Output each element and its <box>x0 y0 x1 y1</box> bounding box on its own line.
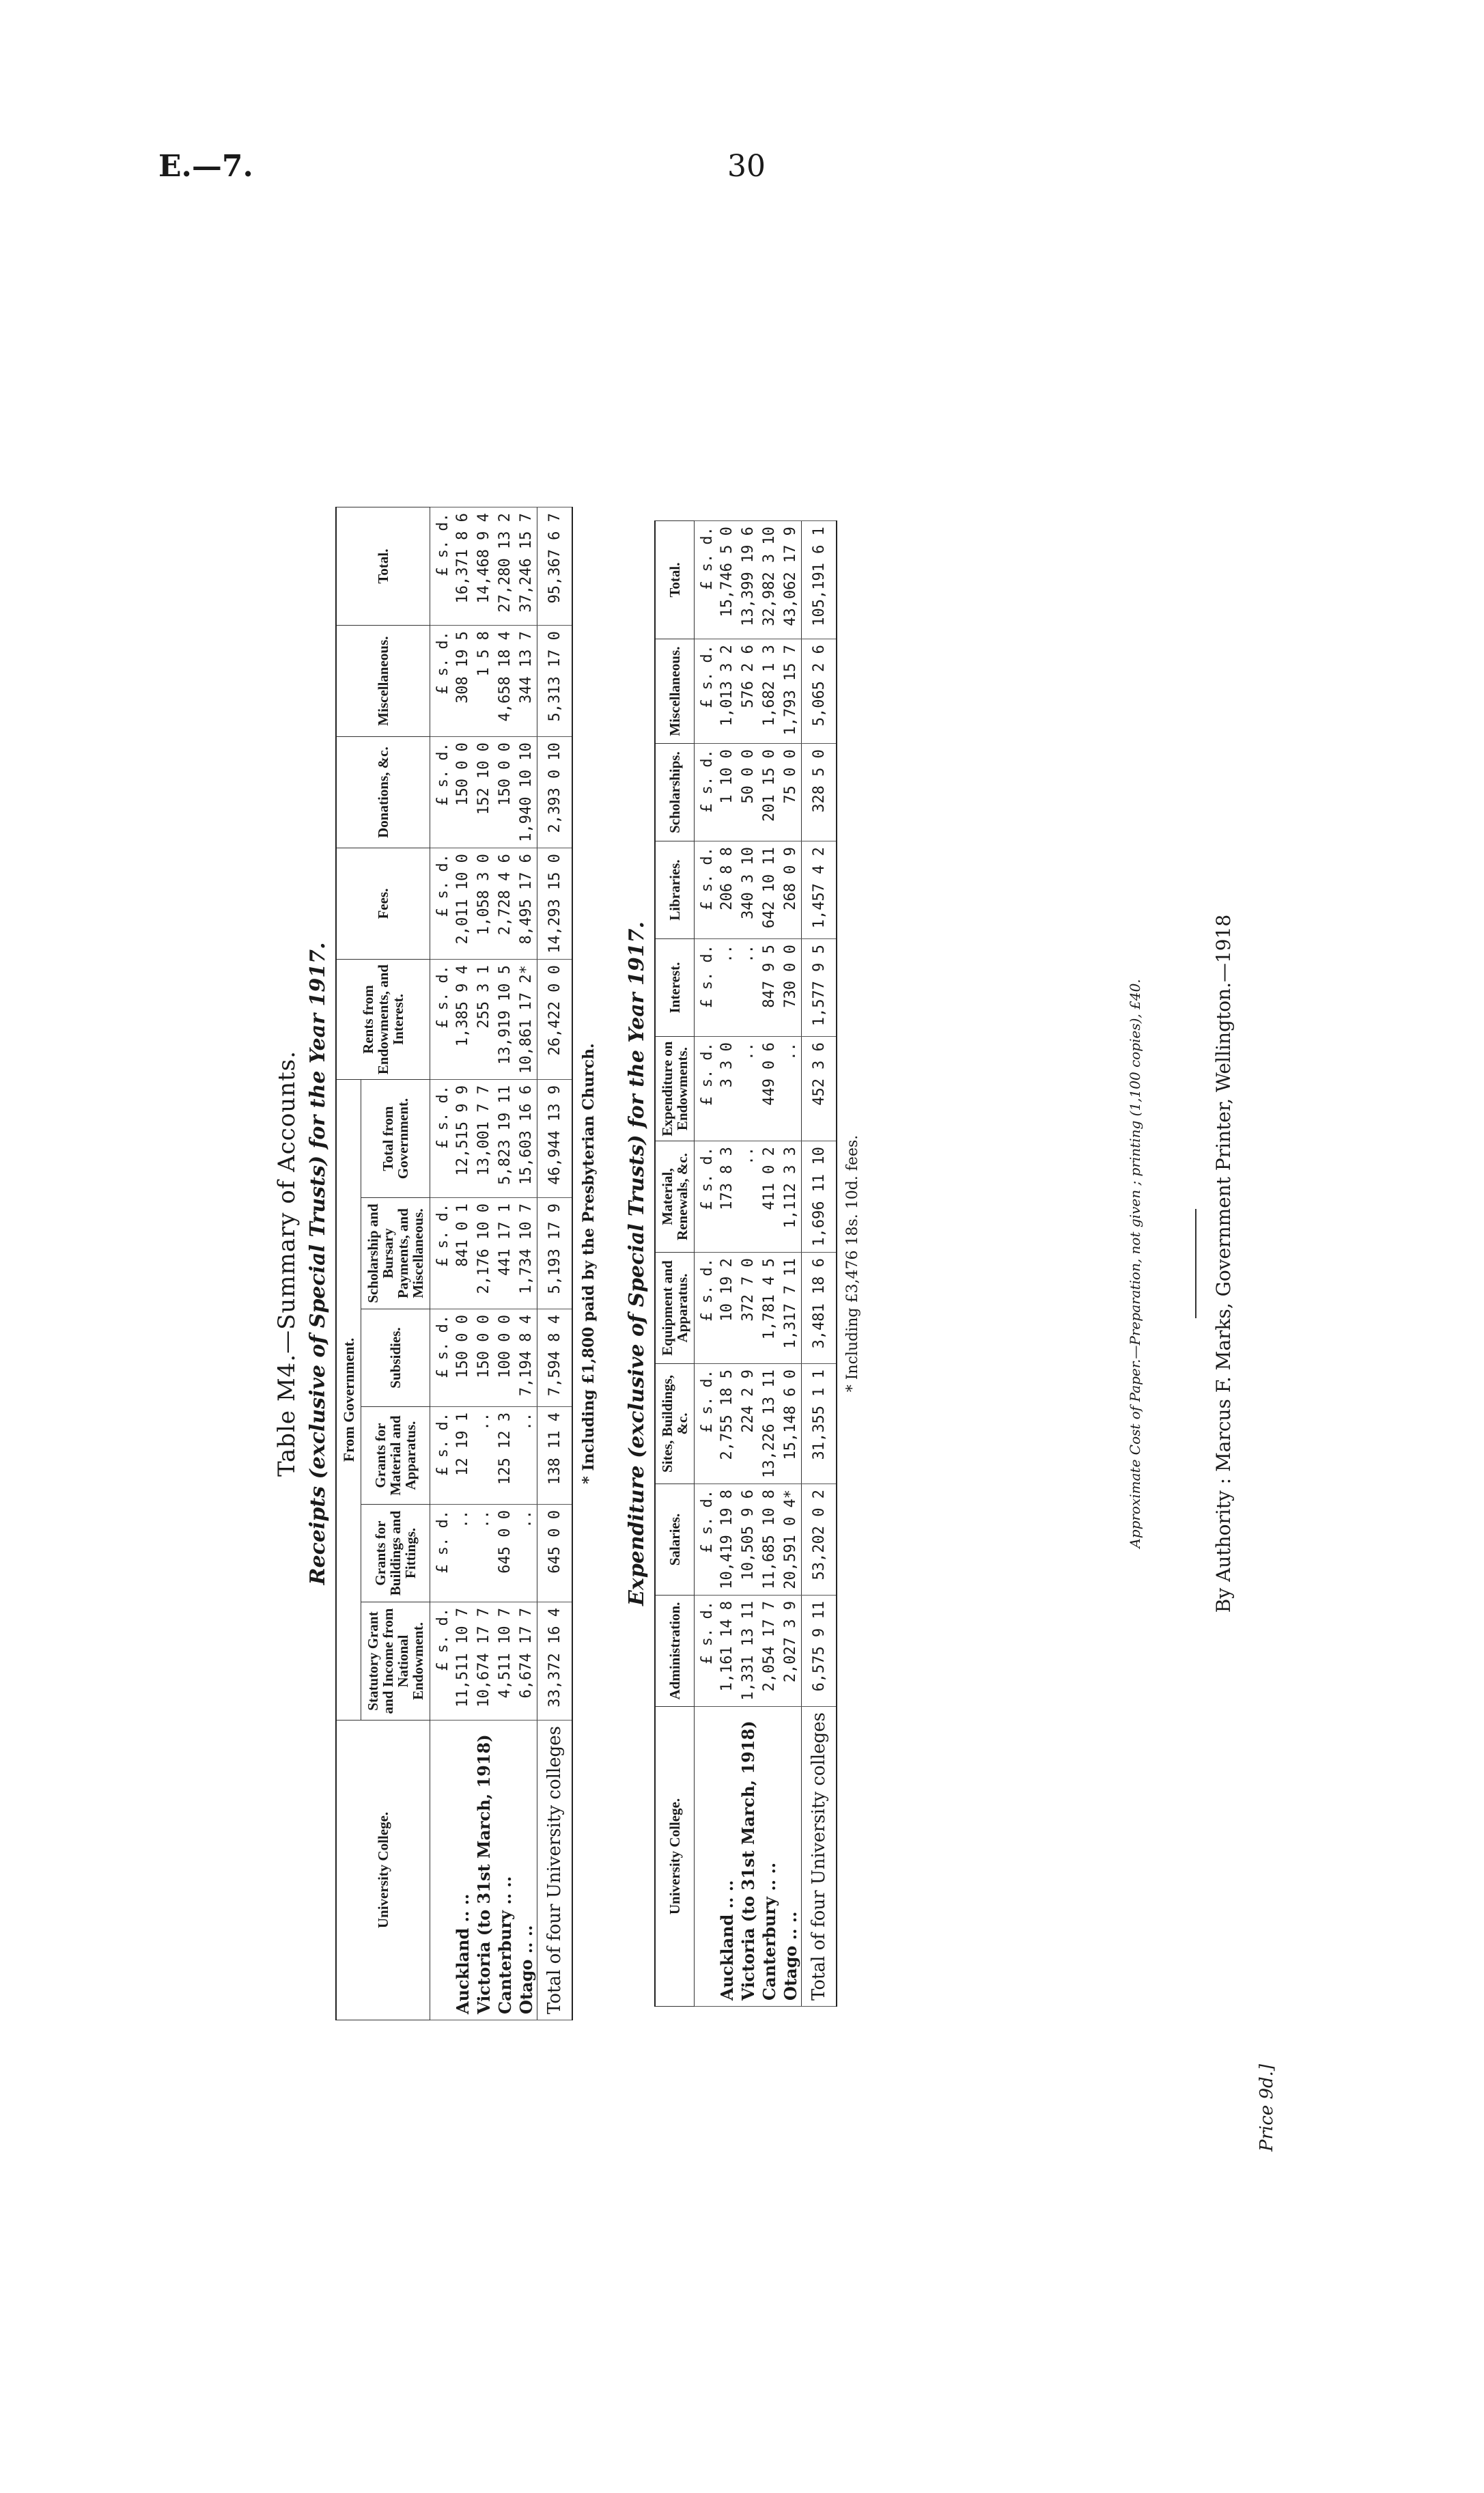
units-cell: £ s. d. <box>695 1364 717 1484</box>
expenditure-col-misc: Miscellaneous. <box>655 639 695 744</box>
total-cell: 95,367 6 7 <box>537 507 573 626</box>
table-row <box>516 507 537 2020</box>
amount-cell: 27,280 13 2 <box>494 507 516 626</box>
amount-cell: 224 2 9 <box>738 1364 759 1484</box>
amount-cell: 10,861 17 2* <box>516 960 537 1080</box>
units-cell: £ s. d. <box>430 626 453 737</box>
expenditure-col-interest: Interest. <box>655 939 695 1037</box>
amount-cell: 12,515 9 9 <box>452 1080 473 1198</box>
amount-cell: 15,603 16 6 <box>516 1080 537 1198</box>
amount-cell: .. <box>473 1407 494 1505</box>
amount-cell: 32,982 3 10 <box>759 521 780 639</box>
amount-cell: 50 0 0 <box>738 744 759 841</box>
amount-cell: 13,399 19 6 <box>738 521 759 639</box>
table-row-units <box>695 521 717 2007</box>
amount-cell: 1 10 0 <box>716 744 738 841</box>
units-cell: £ s. d. <box>430 1198 453 1309</box>
total-cell: 53,202 0 2 <box>802 1484 837 1596</box>
units-cell: £ s. d. <box>695 1141 717 1253</box>
table-row <box>716 521 738 2007</box>
amount-cell: 4,511 10 7 <box>494 1602 516 1721</box>
total-cell: 452 3 6 <box>802 1037 837 1141</box>
receipts-col-fees: Fees. <box>336 848 430 960</box>
total-cell: 26,422 0 0 <box>537 960 573 1080</box>
units-cell: £ s. d. <box>695 1484 717 1596</box>
units-cell: £ s. d. <box>430 960 453 1080</box>
total-cell: 14,293 15 0 <box>537 848 573 960</box>
amount-cell: 150 0 0 <box>452 1309 473 1407</box>
total-cell: 1,457 4 2 <box>802 841 837 939</box>
total-cell: 138 11 4 <box>537 1407 573 1505</box>
receipts-subcaption: Receipts (exclusive of Special Trusts) for the Year 1917. <box>306 942 330 1585</box>
amount-cell: 645 0 0 <box>494 1505 516 1602</box>
amount-cell: 576 2 6 <box>738 639 759 744</box>
total-cell: 5,313 17 0 <box>537 626 573 737</box>
expenditure-footnote: * Including £3,476 18s. 10d. fees. <box>844 1134 862 1393</box>
amount-cell: 2,011 10 0 <box>452 848 473 960</box>
receipts-col-donations: Donations, &c. <box>336 737 430 848</box>
table-row <box>494 507 516 2020</box>
units-cell: £ s. d. <box>695 1596 717 1707</box>
amount-cell: .. <box>738 1037 759 1141</box>
amount-cell: 201 15 0 <box>759 744 780 841</box>
amount-cell: 10 19 2 <box>716 1253 738 1364</box>
total-cell: 1,577 9 5 <box>802 939 837 1037</box>
amount-cell: 152 10 0 <box>473 737 494 848</box>
amount-cell: 10,419 19 8 <box>716 1484 738 1596</box>
units-cell: £ s. d. <box>695 639 717 744</box>
amount-cell: 1,793 15 7 <box>780 639 802 744</box>
receipts-col-misc: Miscellaneous. <box>336 626 430 737</box>
amount-cell: 6,674 17 7 <box>516 1602 537 1721</box>
amount-cell: 125 12 3 <box>494 1407 516 1505</box>
amount-cell: 2,755 18 5 <box>716 1364 738 1484</box>
amount-cell: .. <box>738 939 759 1037</box>
table-row <box>452 507 473 2020</box>
amount-cell: .. <box>516 1407 537 1505</box>
table-row <box>738 521 759 2007</box>
amount-cell: 1,385 9 4 <box>452 960 473 1080</box>
amount-cell: 268 0 9 <box>780 841 802 939</box>
amount-cell: .. <box>452 1505 473 1602</box>
total-cell: 31,355 1 1 <box>802 1364 837 1484</box>
units-cell: £ s. d. <box>695 939 717 1037</box>
units-cell: £ s. d. <box>430 1505 453 1602</box>
units-cell: £ s. d. <box>430 507 453 626</box>
amount-cell: 13,919 10 5 <box>494 960 516 1080</box>
amount-cell: 1,112 3 3 <box>780 1141 802 1253</box>
amount-cell: .. <box>516 1505 537 1602</box>
amount-cell: 8,495 17 6 <box>516 848 537 960</box>
rotated-content <box>260 239 1318 2288</box>
expenditure-col-salaries: Salaries. <box>655 1484 695 1596</box>
document-code: E.—7. <box>158 149 253 184</box>
expenditure-col-scholarships: Scholarships. <box>655 744 695 841</box>
amount-cell: 5,823 19 11 <box>494 1080 516 1198</box>
amount-cell: 10,674 17 7 <box>473 1602 494 1721</box>
price-note: Price 9d.] <box>1257 2063 1277 2151</box>
amount-cell: 2,027 3 9 <box>780 1596 802 1707</box>
total-cell: 3,481 18 6 <box>802 1253 837 1364</box>
amount-cell: 441 17 1 <box>494 1198 516 1309</box>
amount-cell: 449 0 6 <box>759 1037 780 1141</box>
units-cell <box>695 1707 717 2007</box>
amount-cell: 10,505 9 6 <box>738 1484 759 1596</box>
units-cell: £ s. d. <box>695 1253 717 1364</box>
amount-cell: 730 0 0 <box>780 939 802 1037</box>
receipts-col-rents: Rents from Endowments, and Interest. <box>336 960 430 1080</box>
amount-cell: 1,682 1 3 <box>759 639 780 744</box>
units-cell: £ s. d. <box>430 1080 453 1198</box>
amount-cell: 2,176 10 0 <box>473 1198 494 1309</box>
amount-cell: 372 7 0 <box>738 1253 759 1364</box>
table-row <box>759 521 780 2007</box>
table-row-units <box>430 507 453 2020</box>
units-cell: £ s. d. <box>695 841 717 939</box>
amount-cell: 16,371 8 6 <box>452 507 473 626</box>
amount-cell: 150 0 0 <box>473 1309 494 1407</box>
amount-cell: 344 13 7 <box>516 626 537 737</box>
amount-cell: 75 0 0 <box>780 744 802 841</box>
amount-cell: 100 0 0 <box>494 1309 516 1407</box>
receipts-group-government: From Government. <box>336 1080 361 1721</box>
amount-cell: 13,001 7 7 <box>473 1080 494 1198</box>
amount-cell: 340 3 10 <box>738 841 759 939</box>
expenditure-col-equipment: Equipment and Apparatus. <box>655 1253 695 1364</box>
total-label: Total of four University colleges <box>802 1707 837 2007</box>
amount-cell: 14,468 9 4 <box>473 507 494 626</box>
divider <box>1195 1209 1196 1318</box>
total-cell: 6,575 9 11 <box>802 1596 837 1707</box>
amount-cell: 11,511 10 7 <box>452 1602 473 1721</box>
amount-cell: 173 8 3 <box>716 1141 738 1253</box>
amount-cell: 206 8 8 <box>716 841 738 939</box>
receipts-col-material: Grants for Material and Apparatus. <box>361 1407 430 1505</box>
expenditure-col-endowments: Expenditure on Endowments. <box>655 1037 695 1141</box>
table-caption: Table M4.—Summary of Accounts. <box>273 1050 300 1477</box>
cost-note: Approximate Cost of Paper.—Preparation, not given ; printing (1,100 copies), £40. <box>1127 979 1143 1548</box>
units-cell: £ s. d. <box>430 848 453 960</box>
college-name: Auckland .. .. <box>716 1707 738 2007</box>
amount-cell: 411 0 2 <box>759 1141 780 1253</box>
amount-cell: 1,317 7 11 <box>780 1253 802 1364</box>
amount-cell: .. <box>473 1505 494 1602</box>
amount-cell: 255 3 1 <box>473 960 494 1080</box>
amount-cell: 15,148 6 0 <box>780 1364 802 1484</box>
table-row-total <box>802 521 837 2007</box>
receipts-col-college: University College. <box>336 1721 430 2020</box>
amount-cell: 1,734 10 7 <box>516 1198 537 1309</box>
table-row-total <box>537 507 573 2020</box>
total-cell: 2,393 0 10 <box>537 737 573 848</box>
units-cell: £ s. d. <box>430 1309 453 1407</box>
receipts-col-total: Total. <box>336 507 430 626</box>
expenditure-subcaption: Expenditure (exclusive of Special Trusts) for the Year 1917. <box>625 921 649 1606</box>
amount-cell: 15,746 5 0 <box>716 521 738 639</box>
page-number: 30 <box>727 149 766 184</box>
college-name: Auckland .. .. <box>452 1721 473 2020</box>
units-cell: £ s. d. <box>695 1037 717 1141</box>
printer-authority: By Authority : Marcus F. Marks, Government Printer, Wellington.—1918 <box>1212 914 1235 1613</box>
amount-cell: 13,226 13 11 <box>759 1364 780 1484</box>
total-cell: 105,191 6 1 <box>802 521 837 639</box>
total-cell: 5,193 17 9 <box>537 1198 573 1309</box>
units-cell: £ s. d. <box>695 521 717 639</box>
page-header <box>0 149 1484 190</box>
total-cell: 1,696 11 10 <box>802 1141 837 1253</box>
receipts-footnote: * Including £1,800 paid by the Presbyterian Church. <box>580 1043 598 1484</box>
table-row <box>780 521 802 2007</box>
units-cell: £ s. d. <box>695 744 717 841</box>
total-cell: 5,065 2 6 <box>802 639 837 744</box>
amount-cell: .. <box>780 1037 802 1141</box>
total-cell: 46,944 13 9 <box>537 1080 573 1198</box>
amount-cell: 1,013 3 2 <box>716 639 738 744</box>
amount-cell: 1,940 10 10 <box>516 737 537 848</box>
college-name: Victoria (to 31st March, 1918) <box>738 1707 759 2007</box>
units-cell: £ s. d. <box>430 1602 453 1721</box>
expenditure-table <box>654 520 837 2007</box>
amount-cell: 1,058 3 0 <box>473 848 494 960</box>
units-cell <box>430 1721 453 2020</box>
amount-cell: 308 19 5 <box>452 626 473 737</box>
amount-cell: 12 19 1 <box>452 1407 473 1505</box>
amount-cell: 1,331 13 11 <box>738 1596 759 1707</box>
expenditure-col-total: Total. <box>655 521 695 639</box>
amount-cell: 20,591 0 4* <box>780 1484 802 1596</box>
expenditure-col-administration: Administration. <box>655 1596 695 1707</box>
total-label: Total of four University colleges <box>537 1721 573 2020</box>
units-cell: £ s. d. <box>430 737 453 848</box>
amount-cell: 1 5 8 <box>473 626 494 737</box>
amount-cell: 841 0 1 <box>452 1198 473 1309</box>
total-cell: 328 5 0 <box>802 744 837 841</box>
total-cell: 7,594 8 4 <box>537 1309 573 1407</box>
amount-cell: 1,161 14 8 <box>716 1596 738 1707</box>
amount-cell: 4,658 18 4 <box>494 626 516 737</box>
amount-cell: 2,054 17 7 <box>759 1596 780 1707</box>
amount-cell: .. <box>738 1141 759 1253</box>
units-cell: £ s. d. <box>430 1407 453 1505</box>
expenditure-col-college: University College. <box>655 1707 695 2007</box>
total-cell: 33,372 16 4 <box>537 1602 573 1721</box>
amount-cell: 150 0 0 <box>452 737 473 848</box>
college-name: Canterbury .. .. <box>759 1707 780 2007</box>
receipts-col-subsidies: Subsidies. <box>361 1309 430 1407</box>
amount-cell: 11,685 10 8 <box>759 1484 780 1596</box>
table-row <box>473 507 494 2020</box>
college-name: Otago .. .. <box>516 1721 537 2020</box>
amount-cell: .. <box>716 939 738 1037</box>
receipts-table <box>335 507 573 2020</box>
expenditure-col-sites: Sites, Buildings, &c. <box>655 1364 695 1484</box>
amount-cell: 43,062 17 9 <box>780 521 802 639</box>
college-name: Otago .. .. <box>780 1707 802 2007</box>
college-name: Victoria (to 31st March, 1918) <box>473 1721 494 2020</box>
amount-cell: 642 10 11 <box>759 841 780 939</box>
college-name: Canterbury .. .. <box>494 1721 516 2020</box>
total-cell: 645 0 0 <box>537 1505 573 1602</box>
amount-cell: 7,194 8 4 <box>516 1309 537 1407</box>
receipts-col-statutory: Statutory Grant and Income from National Endowment. <box>361 1602 430 1721</box>
amount-cell: 1,781 4 5 <box>759 1253 780 1364</box>
receipts-col-total-government: Total from Government. <box>361 1080 430 1198</box>
amount-cell: 3 3 0 <box>716 1037 738 1141</box>
expenditure-col-material: Material, Renewals, &c. <box>655 1141 695 1253</box>
receipts-col-scholarship: Scholarship and Bursary Payments, and Miscellaneous. <box>361 1198 430 1309</box>
amount-cell: 2,728 4 6 <box>494 848 516 960</box>
amount-cell: 37,246 15 7 <box>516 507 537 626</box>
amount-cell: 847 9 5 <box>759 939 780 1037</box>
amount-cell: 150 0 0 <box>494 737 516 848</box>
receipts-col-buildings: Grants for Buildings and Fittings. <box>361 1505 430 1602</box>
expenditure-col-libraries: Libraries. <box>655 841 695 939</box>
